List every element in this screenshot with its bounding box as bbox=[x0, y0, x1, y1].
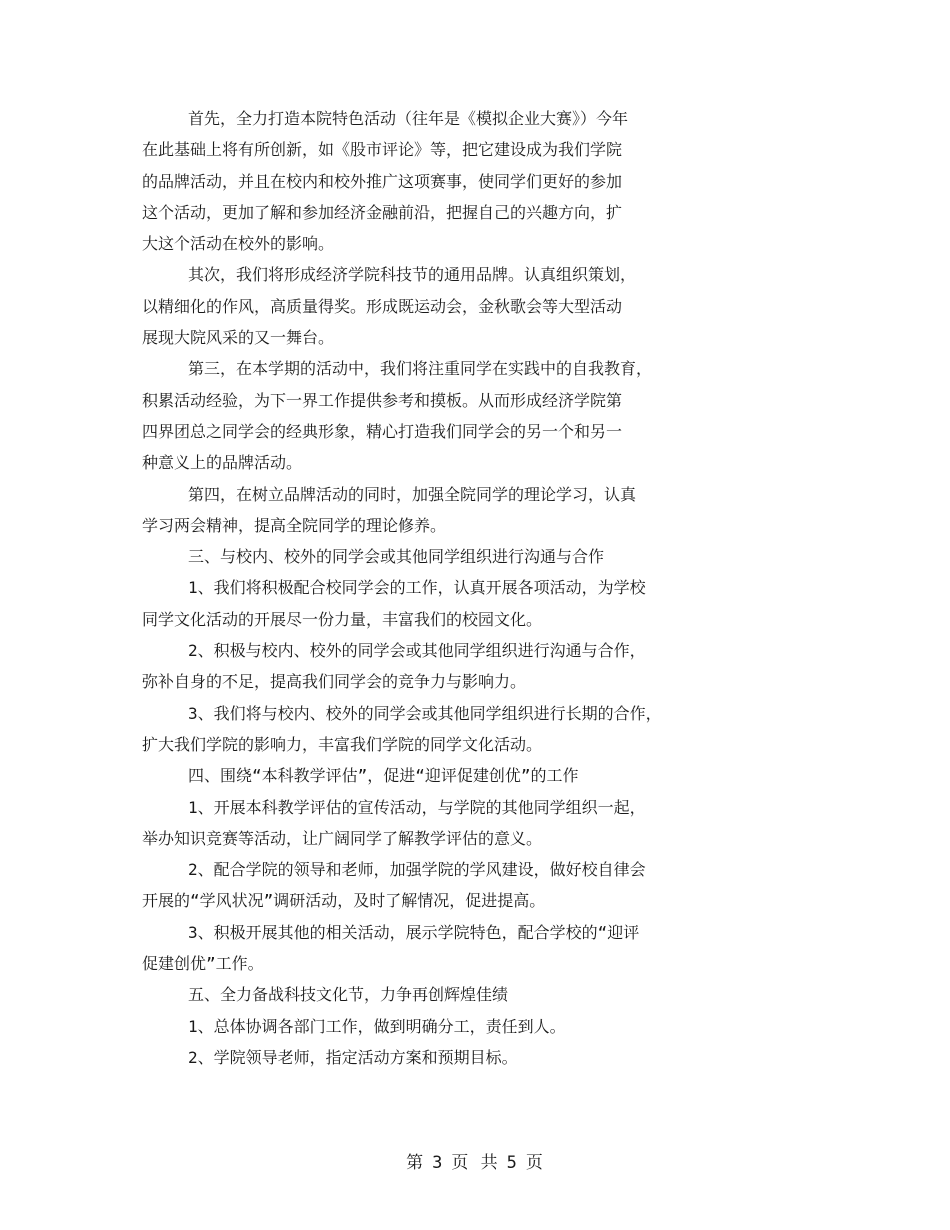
footer-current-page: 3 bbox=[432, 1153, 444, 1173]
text-line: 扩大我们学院的影响力，丰富我们学院的同学文化活动。 bbox=[142, 734, 543, 754]
text-line: 1、总体协调各部门工作，做到明确分工，责任到人。 bbox=[188, 1016, 566, 1036]
text-line: 以精细化的作风，高质量得奖。形成既运动会，金秋歌会等大型活动 bbox=[142, 296, 623, 316]
text-line: 大这个活动在校外的影响。 bbox=[142, 234, 335, 254]
text-line: 五、全力备战科技文化节，力争再创辉煌佳绩 bbox=[188, 985, 509, 1005]
paragraph bbox=[142, 575, 818, 638]
text-line: 2、积极与校内、校外的同学会或其他同学组织进行沟通与合作， bbox=[188, 641, 646, 661]
paragraph bbox=[142, 763, 818, 794]
text-line: 在此基础上将有所创新，如《股市评论》等，把它建设成为我们学院 bbox=[142, 140, 623, 160]
text-line: 种意义上的品牌活动。 bbox=[142, 453, 303, 473]
paragraph bbox=[142, 106, 818, 262]
paragraph bbox=[142, 982, 818, 1013]
text-line: 三、与校内、校外的同学会或其他同学组织进行沟通与合作 bbox=[188, 547, 605, 567]
paragraph bbox=[142, 544, 818, 575]
paragraph bbox=[142, 857, 818, 920]
paragraph bbox=[142, 262, 818, 356]
paragraph bbox=[142, 1045, 818, 1076]
text-line: 其次，我们将形成经济学院科技节的通用品牌。认真组织策划， bbox=[188, 265, 637, 285]
footer-total-pages: 5 bbox=[506, 1153, 518, 1173]
paragraph bbox=[142, 356, 818, 481]
text-line: 1、开展本科教学评估的宣传活动，与学院的其他同学组织一起， bbox=[188, 797, 646, 817]
text-line: 的品牌活动，并且在校内和校外推广这项赛事，使同学们更好的参加 bbox=[142, 171, 623, 191]
text-line: 首先，全力打造本院特色活动（往年是《模拟企业大赛》）今年 bbox=[188, 109, 629, 128]
text-line: 举办知识竞赛等活动，让广阔同学了解教学评估的意义。 bbox=[142, 828, 543, 848]
text-line: 第三，在本学期的活动中，我们将注重同学在实践中的自我教育， bbox=[188, 359, 653, 379]
text-line: 3、积极开展其他的相关活动，展示学院特色，配合学校的“迎评 bbox=[188, 922, 640, 942]
text-line: 弥补自身的不足，提高我们同学会的竞争力与影响力。 bbox=[142, 672, 527, 692]
paragraph bbox=[142, 795, 818, 858]
paragraph bbox=[142, 1014, 818, 1045]
footer-suffix: 页 bbox=[525, 1153, 544, 1173]
paragraph bbox=[142, 638, 818, 701]
text-line: 开展的“学风状况”调研活动，及时了解情况，促进提高。 bbox=[142, 891, 546, 911]
text-line: 第四，在树立品牌活动的同时，加强全院同学的理论学习，认真 bbox=[188, 484, 637, 504]
text-line: 1、我们将积极配合校同学会的工作，认真开展各项活动，为学校 bbox=[188, 578, 646, 598]
text-line: 四界团总之同学会的经典形象，精心打造我们同学会的另一个和另一 bbox=[142, 421, 623, 441]
footer-prefix: 第 bbox=[406, 1153, 425, 1173]
document-body bbox=[142, 106, 818, 1076]
footer-middle: 页 共 bbox=[451, 1153, 499, 1173]
paragraph bbox=[142, 482, 818, 545]
text-line: 这个活动，更加了解和参加经济金融前沿，把握自己的兴趣方向，扩 bbox=[142, 202, 623, 222]
page-footer bbox=[0, 1148, 950, 1173]
text-line: 2、配合学院的领导和老师，加强学院的学风建设，做好校自律会 bbox=[188, 860, 646, 880]
text-line: 2、学院领导老师，指定活动方案和预期目标。 bbox=[188, 1047, 518, 1067]
paragraph bbox=[142, 920, 818, 983]
text-line: 同学文化活动的开展尽一份力量，丰富我们的校园文化。 bbox=[142, 609, 543, 629]
text-line: 学习两会精神，提高全院同学的理论修养。 bbox=[142, 515, 447, 535]
text-line: 四、围绕“本科教学评估”，促进“迎评促建创优”的工作 bbox=[188, 766, 579, 786]
text-line: 积累活动经验，为下一界工作提供参考和摸板。从而形成经济学院第 bbox=[142, 390, 623, 410]
paragraph bbox=[142, 701, 818, 764]
text-line: 展现大院风采的又一舞台。 bbox=[142, 328, 335, 348]
text-line: 3、我们将与校内、校外的同学会或其他同学组织进行长期的合作， bbox=[188, 703, 662, 723]
text-line: 促建创优”工作。 bbox=[142, 954, 264, 974]
